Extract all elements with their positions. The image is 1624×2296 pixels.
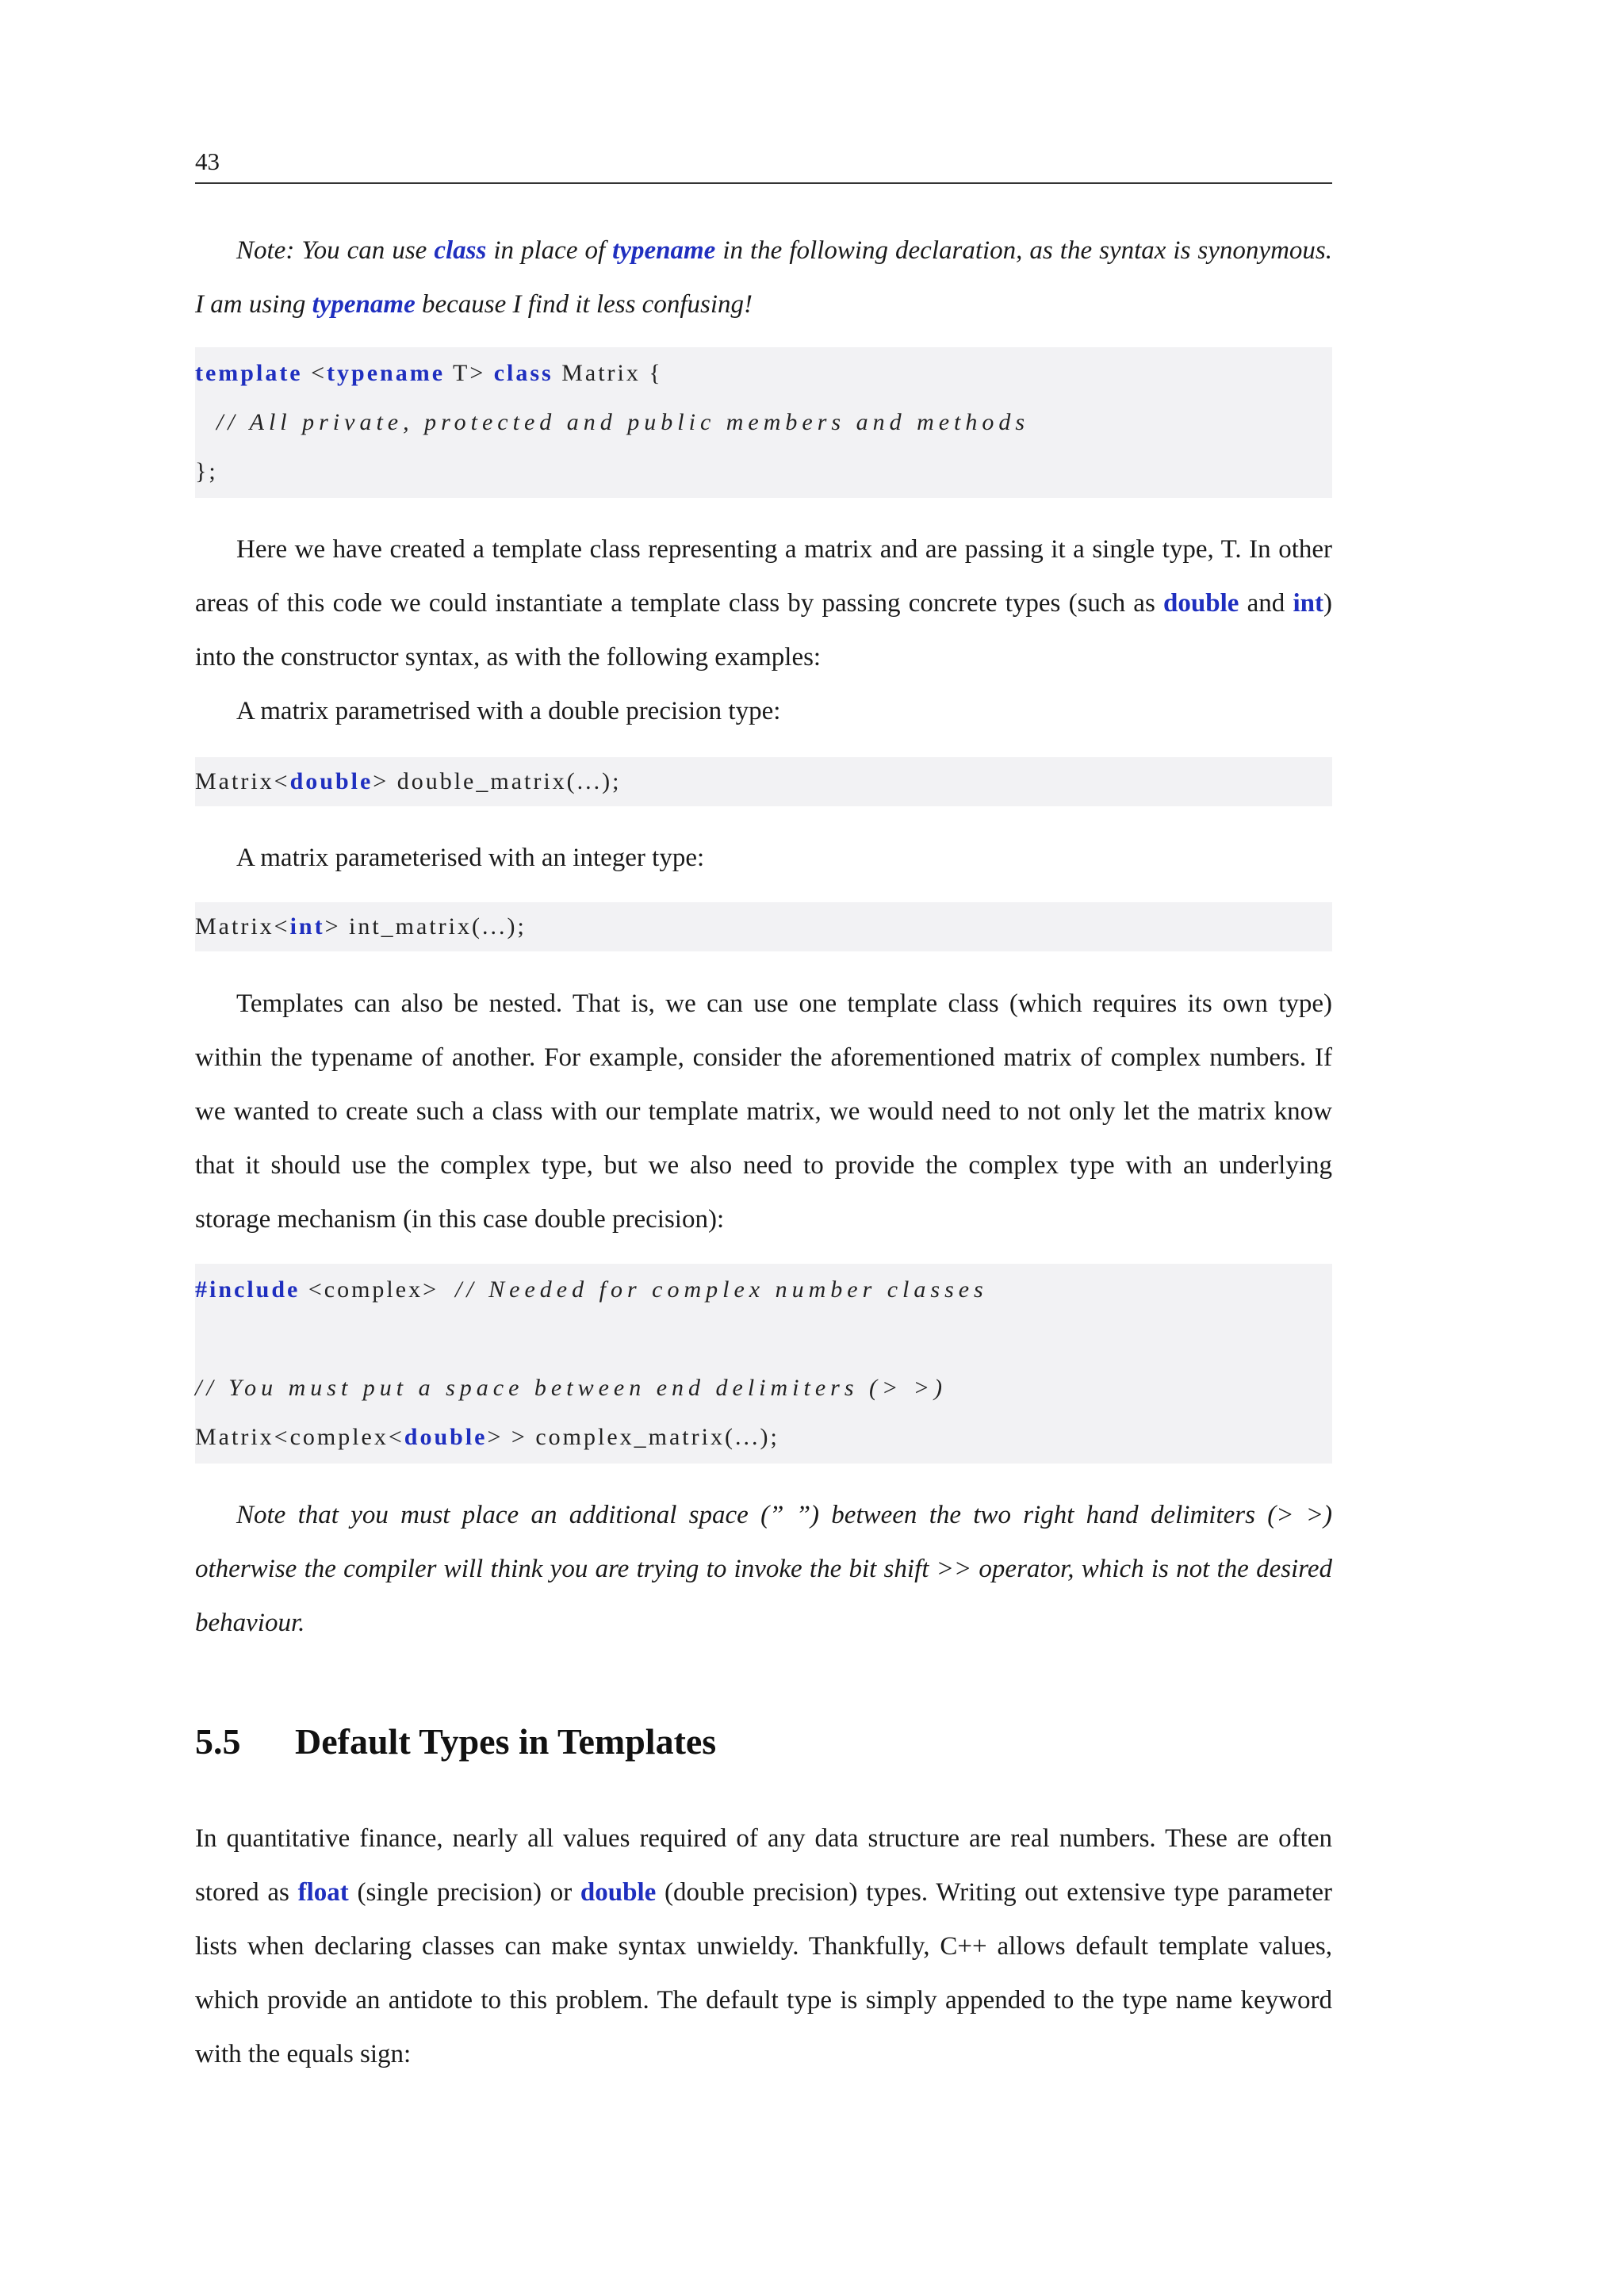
paragraph-text: Templates can also be nested. That is, we can use one template class (which requires its own type) within the typename of another. For example, consider the aforementioned matrix of complex numbers. If we wanted to create such a class with our template matrix, we would need to not only let the matrix know that it should use the complex type, but we also need to provide the complex type with an underlying storage mechanism (in this case double precision):	[195, 989, 1332, 1234]
keyword-int: int	[1293, 589, 1323, 618]
code-text: > > complex_matrix(...);	[487, 1424, 779, 1450]
keyword-template: template	[195, 360, 303, 386]
keyword-double: double	[404, 1424, 488, 1450]
code-blank-line	[195, 1314, 1332, 1364]
paragraph-text	[195, 522, 1332, 684]
note-text-part: in place of	[486, 236, 613, 265]
code-block-template-class	[195, 347, 1332, 498]
note-text-part: because I find it less confusing!	[415, 290, 753, 319]
paragraph-text	[195, 1812, 1332, 2081]
text-part: Here we have created a template class representing a matrix and are passing it a single type, T. In other areas of this code we could instantiate a template class by passing concrete types (such as	[195, 535, 1332, 618]
code-text: Matrix {	[553, 360, 663, 386]
keyword-double: double	[580, 1878, 657, 1907]
paragraph-int-intro: A matrix parameterised with an integer type:	[236, 844, 705, 872]
page-header	[195, 144, 1332, 184]
paragraph-default-types	[195, 1812, 1332, 2081]
code-line	[195, 349, 1332, 398]
paragraph-nested-templates	[195, 977, 1332, 1246]
note-delimiters-paragraph	[195, 1488, 1332, 1650]
code-block-double-matrix	[195, 757, 1332, 806]
text-part: In quantitative finance, nearly all values required of any data structure are real numbers. These are often stored as	[195, 1824, 1332, 1907]
paragraph-template-class-explanation	[195, 522, 1332, 738]
keyword-float: float	[297, 1878, 349, 1907]
keyword-double: double	[289, 768, 373, 794]
code-text: T>	[445, 360, 494, 386]
code-line	[195, 757, 1332, 806]
section-number: 5.5	[195, 1721, 241, 1762]
code-text: Matrix<complex<	[195, 1424, 404, 1450]
code-line	[195, 1265, 1332, 1314]
note-paragraph	[195, 224, 1332, 331]
text-part: (double precision) types. Writing out extensive type parameter lists when declaring classes can make syntax unwieldy. Thankfully, C++ allows default template values, which provide an antidote to this problem. The default type is simply appended to the type name keyword with the equals sign:	[195, 1878, 1332, 2068]
code-text: Matrix<	[195, 913, 290, 939]
note-text-part: Note: You can use	[236, 236, 435, 265]
text-part: (single precision) or	[348, 1878, 580, 1907]
keyword-int: int	[289, 913, 325, 939]
code-line	[195, 1413, 1332, 1462]
code-comment: // Needed for complex number classes	[455, 1276, 988, 1303]
code-comment-line: // You must put a space between end delimiters (> >)	[195, 1375, 947, 1401]
keyword-class: class	[434, 236, 487, 265]
code-block-complex-matrix	[195, 1264, 1332, 1464]
code-text: <complex>	[300, 1276, 455, 1303]
code-text: <	[302, 360, 327, 386]
keyword-typename: typename	[612, 236, 716, 265]
section-title: Default Types in Templates	[295, 1721, 717, 1762]
keyword-typename: typename	[327, 360, 446, 386]
code-text: > double_matrix(...);	[373, 768, 622, 794]
code-line	[195, 902, 1332, 951]
keyword-double: double	[1163, 589, 1239, 618]
text-part: ) into the constructor syntax, as with the following examples:	[195, 589, 1332, 672]
keyword-typename: typename	[312, 290, 416, 319]
paragraph-double-intro: A matrix parametrised with a double precision type:	[236, 697, 781, 725]
note-text-part: in the following declaration, as the syntax is synonymous. I am using	[195, 236, 1332, 319]
paragraph-int-intro-wrapper	[195, 831, 1332, 885]
code-comment-line: // All private, protected and public members and methods	[195, 409, 1030, 435]
note-text	[195, 224, 1332, 331]
section-heading	[195, 1720, 1332, 1762]
code-text: > int_matrix(...);	[324, 913, 527, 939]
page-number: 43	[195, 147, 220, 175]
code-block-int-matrix	[195, 902, 1332, 951]
keyword-class: class	[493, 360, 553, 386]
text-part: and	[1239, 589, 1293, 618]
keyword-include: #include	[195, 1276, 301, 1303]
code-text: Matrix<	[195, 768, 290, 794]
code-line: };	[195, 458, 218, 484]
note-delimiters-text: Note that you must place an additional space (” ”) between the two right hand delimiters (> >) otherwise the compiler will think you are trying to invoke the bit shift >> operator, which is not the desired behaviour.	[195, 1501, 1332, 1637]
